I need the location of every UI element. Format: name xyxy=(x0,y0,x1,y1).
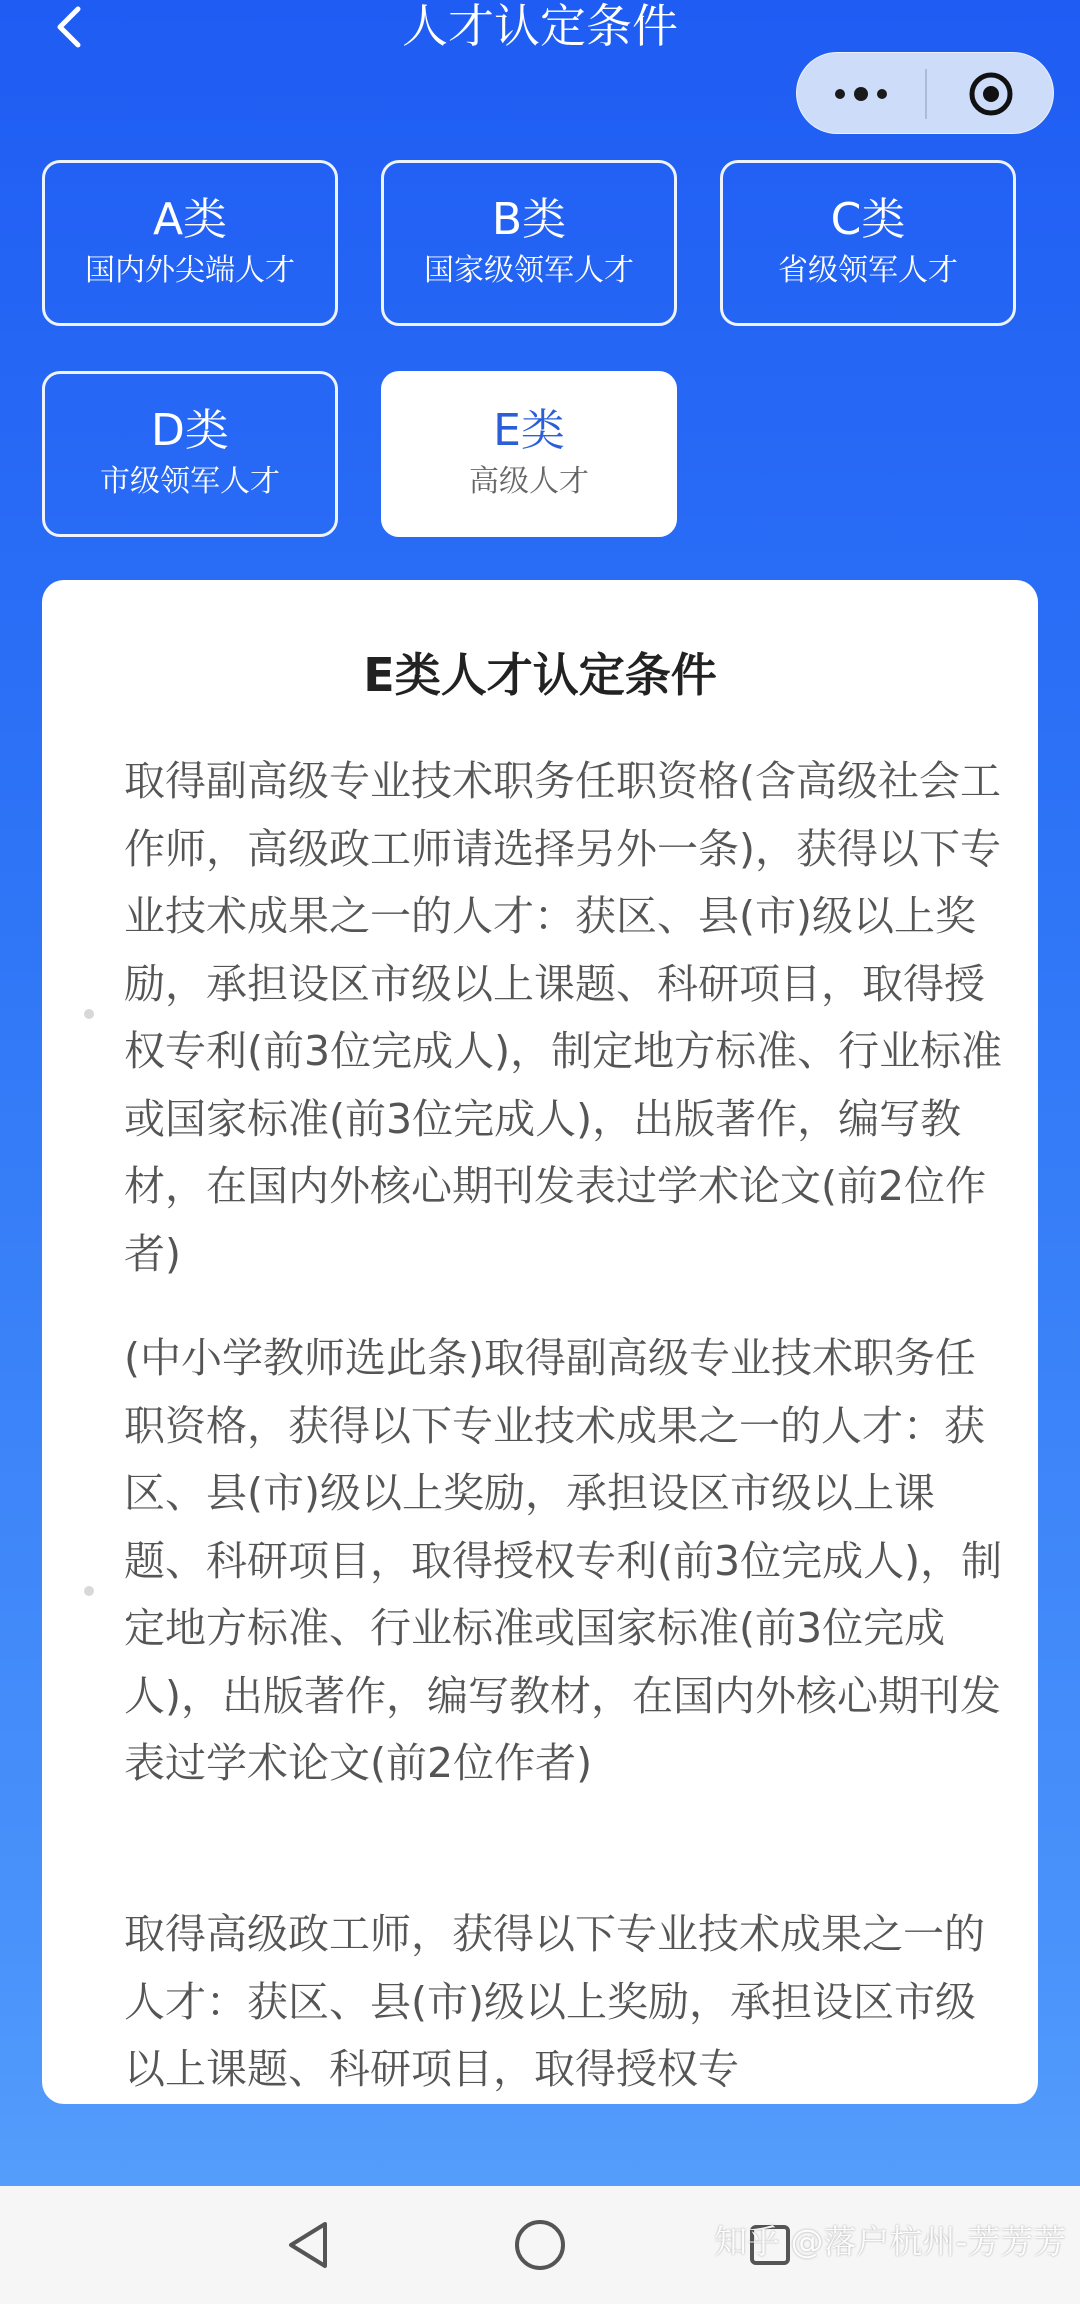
mini-program-capsule xyxy=(796,52,1054,134)
target-circle-icon xyxy=(967,70,1015,118)
category-title: E类 xyxy=(493,405,565,456)
page-title: 人才认定条件 xyxy=(402,0,678,53)
condition-item: (中小学教师选此条)取得副高级专业技术职务任职资格，获得以下专业技术成果之一的人才：获区、县(市)级以上奖励，承担设区市级以上课题、科研项目，取得授权专利(前3位完成人)，制定地方标准、行业标准或国家标准(前3位完成人)，出版著作，编写教材，在国内外核心期刊发表过学术论文(前2位作者) xyxy=(124,1334,1003,1787)
category-card-c[interactable] xyxy=(720,160,1016,326)
category-title: A类 xyxy=(152,194,228,245)
condition-item: 取得副高级专业技术职务任职资格(含高级社会工作师，高级政工师请选择另外一条)，获得以下专业技术成果之一的人才：获区、县(市)级以上奖励，承担设区市级以上课题、科研项目，取得授权专利(前3位完成人)，制定地方标准、行业标准或国家标准(前3位完成人)，出版著作，编写教材，在国内外核心期刊发表过学术论文(前2位作者) xyxy=(124,757,1003,1278)
category-subtitle: 市级领军人才 xyxy=(100,464,280,499)
bullet-dot-icon xyxy=(84,1009,94,1019)
panel-title: E类人才认定条件 xyxy=(363,648,717,702)
category-card-a[interactable] xyxy=(42,160,338,326)
category-title: C类 xyxy=(830,194,906,245)
nav-home-button[interactable] xyxy=(470,2186,610,2304)
bullet-dot-icon xyxy=(84,1586,94,1596)
category-card-b[interactable] xyxy=(381,160,677,326)
category-subtitle: 国内外尖端人才 xyxy=(85,253,295,288)
conditions-panel[interactable] xyxy=(42,580,1038,2104)
more-dots-icon xyxy=(835,87,887,101)
category-subtitle: 高级人才 xyxy=(469,464,589,499)
condition-item: 取得高级政工师，获得以下专业技术成果之一的人才：获区、县(市)级以上奖励，承担设区市级以上课题、科研项目，取得授权专 xyxy=(124,1910,985,2093)
category-card-d[interactable] xyxy=(42,371,338,537)
nav-back-button[interactable] xyxy=(238,2186,378,2304)
category-title: D类 xyxy=(151,405,229,456)
category-card-e[interactable] xyxy=(381,371,677,537)
category-subtitle: 国家级领军人才 xyxy=(424,253,634,288)
circle-home-icon xyxy=(512,2217,568,2273)
category-subtitle: 省级领军人才 xyxy=(778,253,958,288)
watermark: 知乎 @落户杭州-芳芳芳 xyxy=(714,2222,1067,2261)
triangle-back-icon xyxy=(283,2218,333,2272)
category-title: B类 xyxy=(491,194,567,245)
close-mini-program-button[interactable] xyxy=(927,53,1055,135)
more-button[interactable] xyxy=(797,53,925,135)
